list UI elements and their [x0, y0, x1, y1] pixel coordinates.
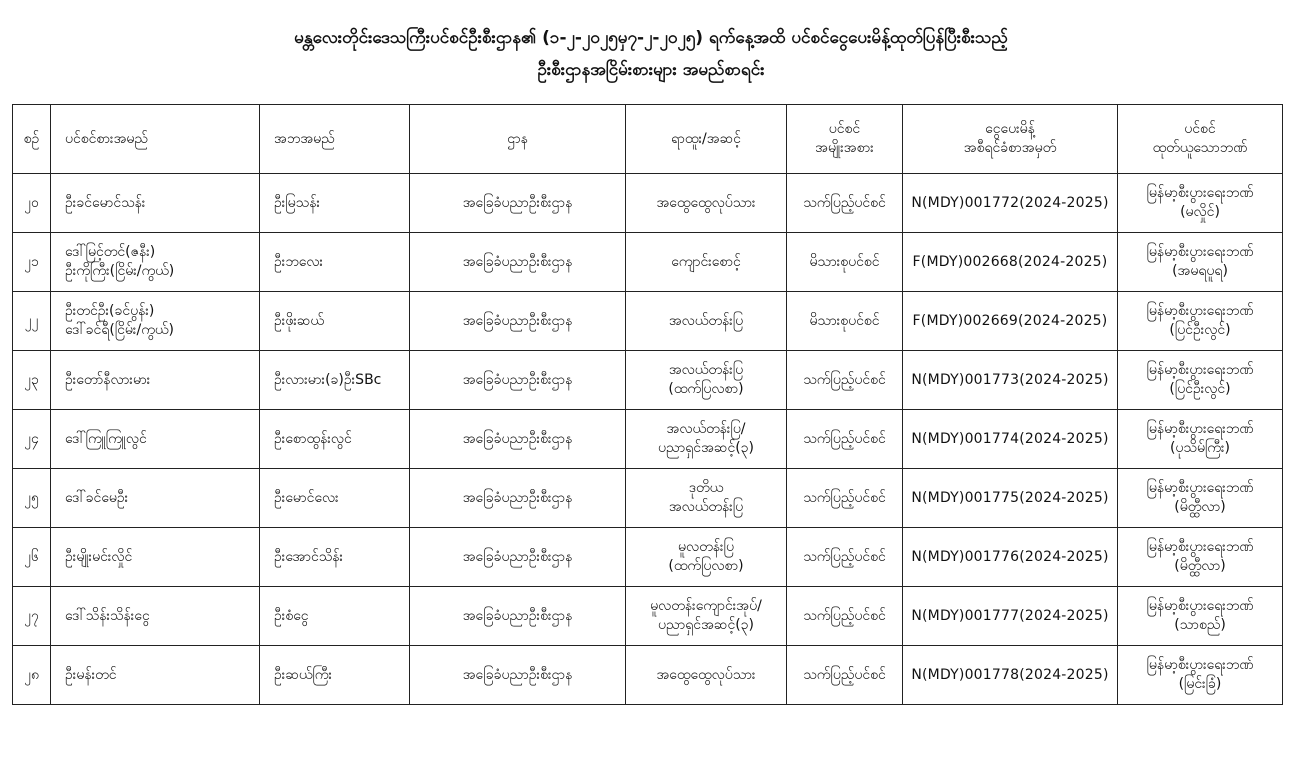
pensioner-name-line1: ဒေါ်မြင့်တင်(ဇနီး): [65, 244, 156, 260]
cell-father: [260, 587, 410, 646]
pensioner-name-line1: ဒေါ်သိန်းသိန်းငွေ: [65, 607, 150, 624]
department-text: အခြေခံပညာဦးစီးဌာန: [462, 607, 573, 624]
pension-type-text: သက်ပြည့်ပင်စင်: [803, 194, 886, 211]
position-line2: ပညာရှင်အဆင့်(၃): [657, 617, 755, 633]
position-line1: မူလတန်းကျောင်းအုပ်/: [650, 598, 762, 614]
document-title: [0, 22, 1302, 86]
father-name-text: ဦးလားမား(ခ)ဦးSBc: [274, 371, 382, 388]
cell-payment-order: [903, 292, 1118, 351]
header-pension-type-line2: အမျိုးအစား: [815, 140, 874, 156]
table-row: [13, 528, 1283, 587]
position-line1: ကျောင်းစောင့်: [671, 253, 741, 270]
pension-type-text: သက်ပြည့်ပင်စင်: [803, 607, 886, 624]
payment-order-text: F(MDY)002669(2024-2025): [912, 312, 1108, 329]
cell-father: [260, 469, 410, 528]
cell-department: [410, 528, 626, 587]
serial-text: ၂၇: [24, 607, 39, 624]
pension-type-text: သက်ပြည့်ပင်စင်: [803, 371, 886, 388]
pension-type-text: မိသားစုပင်စင်: [809, 253, 880, 270]
cell-department: [410, 351, 626, 410]
table-row: [13, 587, 1283, 646]
cell-pension-type: [787, 469, 903, 528]
position-line1: အလယ်တန်းပြ/: [666, 421, 746, 437]
table-row: [13, 469, 1283, 528]
bank-name-line1: မြန်မာ့စီးပွားရေးဘဏ်: [1146, 421, 1254, 437]
serial-text: ၂၀: [24, 194, 39, 211]
serial-text: ၂၄: [24, 430, 39, 447]
bank-name-line1: မြန်မာ့စီးပွားရေးဘဏ်: [1146, 480, 1254, 496]
serial-text: ၂၁: [24, 253, 39, 270]
pension-type-text: သက်ပြည့်ပင်စင်: [803, 489, 886, 506]
position-line1: ဒုတိယ: [688, 480, 724, 496]
cell-serial: [13, 351, 51, 410]
father-name-text: ဦးစောထွန်းလွင်: [274, 430, 352, 447]
header-pensioner-name: [51, 105, 260, 174]
title-line-2: ဦးစီးဌာနအငြိမ်းစားများ အမည်စာရင်း: [537, 60, 765, 80]
cell-pension-type: [787, 528, 903, 587]
cell-payment-order: [903, 469, 1118, 528]
cell-payment-order: [903, 174, 1118, 233]
cell-department: [410, 587, 626, 646]
cell-bank: [1118, 410, 1283, 469]
cell-bank: [1118, 292, 1283, 351]
bank-branch-line2: (မြင်းခြံ): [1178, 676, 1222, 692]
payment-order-text: N(MDY)001777(2024-2025): [911, 607, 1109, 624]
header-position: [626, 105, 787, 174]
cell-pensioner: [51, 351, 260, 410]
payment-order-text: N(MDY)001776(2024-2025): [911, 548, 1109, 565]
position-line2: (ထက်ပြလစာ): [668, 381, 744, 397]
cell-pensioner: [51, 292, 260, 351]
cell-father: [260, 174, 410, 233]
pensioner-name-line1: ဒေါ်ကြူကြူလွင်: [65, 430, 147, 447]
department-text: အခြေခံပညာဦးစီးဌာန: [462, 371, 573, 388]
pension-type-text: သက်ပြည့်ပင်စင်: [803, 666, 886, 683]
cell-position: [626, 292, 787, 351]
position-line2: ပညာရှင်အဆင့်(၃): [657, 440, 755, 456]
payment-order-text: N(MDY)001774(2024-2025): [911, 430, 1109, 447]
position-line1: အလယ်တန်းပြ: [668, 362, 744, 378]
header-payment-order-line2: အစီရင်ခံစာအမှတ်: [963, 140, 1057, 156]
pensioner-name-line1: ဦးတင်ဦး(ခင်ပွန်း): [65, 303, 155, 319]
bank-branch-line2: (ပုသိမ်ကြီး): [1169, 440, 1231, 456]
header-pensioner-name-text: ပင်စင်စားအမည်: [65, 130, 148, 147]
cell-serial: [13, 646, 51, 705]
pensioner-name-line1: ဦးတော်နီလားမား: [65, 371, 151, 388]
cell-pensioner: [51, 587, 260, 646]
position-line1: မူလတန်းပြ: [678, 539, 734, 555]
header-serial-text: စဉ်: [23, 130, 40, 147]
header-father-name: [260, 105, 410, 174]
header-bank-line1: ပင်စင်: [1184, 121, 1216, 137]
payment-order-text: N(MDY)001778(2024-2025): [911, 666, 1109, 683]
father-name-text: ဦးမြသန်း: [274, 194, 321, 211]
father-name-text: ဦးဆယ်ကြီး: [274, 666, 333, 683]
cell-bank: [1118, 587, 1283, 646]
header-department: [410, 105, 626, 174]
header-payment-order-line1: ငွေပေးမိန့်: [985, 121, 1035, 137]
department-text: အခြေခံပညာဦးစီးဌာန: [462, 548, 573, 565]
cell-father: [260, 410, 410, 469]
department-text: အခြေခံပညာဦးစီးဌာန: [462, 489, 573, 506]
cell-department: [410, 646, 626, 705]
cell-serial: [13, 292, 51, 351]
table-body: [13, 174, 1283, 705]
department-text: အခြေခံပညာဦးစီးဌာန: [462, 253, 573, 270]
father-name-text: ဦးစံငွေ: [274, 607, 309, 624]
cell-position: [626, 174, 787, 233]
bank-branch-line2: (မိတ္ထီလာ): [1174, 499, 1226, 515]
cell-pensioner: [51, 233, 260, 292]
cell-bank: [1118, 351, 1283, 410]
cell-father: [260, 351, 410, 410]
bank-name-line1: မြန်မာ့စီးပွားရေးဘဏ်: [1146, 539, 1254, 555]
bank-name-line1: မြန်မာ့စီးပွားရေးဘဏ်: [1146, 362, 1254, 378]
serial-text: ၂၅: [24, 489, 39, 506]
bank-name-line1: မြန်မာ့စီးပွားရေးဘဏ်: [1146, 598, 1254, 614]
cell-pension-type: [787, 410, 903, 469]
pensioner-name-line2: ဦးကိုကြီး(ငြိမ်း/ကွယ်): [65, 263, 175, 279]
header-department-text: ဌာန: [507, 130, 528, 147]
cell-serial: [13, 528, 51, 587]
bank-branch-line2: (မိတ္ထီလာ): [1174, 558, 1226, 574]
table-row: [13, 174, 1283, 233]
cell-bank: [1118, 233, 1283, 292]
table-row: [13, 292, 1283, 351]
cell-serial: [13, 233, 51, 292]
cell-serial: [13, 587, 51, 646]
cell-pension-type: [787, 292, 903, 351]
department-text: အခြေခံပညာဦးစီးဌာန: [462, 312, 573, 329]
table-row: [13, 351, 1283, 410]
bank-name-line1: မြန်မာ့စီးပွားရေးဘဏ်: [1146, 185, 1254, 201]
serial-text: ၂၈: [24, 666, 39, 683]
father-name-text: ဦးဘလေး: [274, 253, 324, 270]
cell-position: [626, 528, 787, 587]
table-row: [13, 233, 1283, 292]
cell-serial: [13, 410, 51, 469]
bank-name-line1: မြန်မာ့စီးပွားရေးဘဏ်: [1146, 303, 1254, 319]
pensioner-name-line2: ဒေါ်ခင်ရီ(ငြိမ်း/ကွယ်): [65, 322, 174, 338]
header-serial: [13, 105, 51, 174]
cell-payment-order: [903, 233, 1118, 292]
cell-bank: [1118, 469, 1283, 528]
cell-pension-type: [787, 174, 903, 233]
header-pension-type: [787, 105, 903, 174]
cell-position: [626, 233, 787, 292]
serial-text: ၂၂: [24, 312, 39, 329]
cell-position: [626, 587, 787, 646]
payment-order-text: N(MDY)001772(2024-2025): [911, 194, 1109, 211]
pensioner-name-line1: ဦးမန်းတင်: [65, 666, 117, 683]
bank-branch-line2: (ပြင်ဦးလွင်): [1169, 381, 1231, 397]
serial-text: ၂၃: [24, 371, 39, 388]
header-father-name-text: အဘအမည်: [274, 130, 335, 147]
cell-father: [260, 233, 410, 292]
cell-serial: [13, 469, 51, 528]
table-row: [13, 646, 1283, 705]
payment-order-text: F(MDY)002668(2024-2025): [912, 253, 1108, 270]
cell-bank: [1118, 174, 1283, 233]
header-pension-type-line1: ပင်စင်: [828, 121, 861, 137]
bank-name-line1: မြန်မာ့စီးပွားရေးဘဏ်: [1146, 657, 1254, 673]
father-name-text: ဦးဖိုးဆယ်: [274, 312, 324, 329]
bank-name-line1: မြန်မာ့စီးပွားရေးဘဏ်: [1146, 244, 1254, 260]
father-name-text: ဦးမောင်လေး: [274, 489, 339, 506]
bank-branch-line2: (သာစည်): [1174, 617, 1226, 633]
cell-bank: [1118, 646, 1283, 705]
father-name-text: ဦးအောင်သိန်း: [274, 548, 344, 565]
position-line2: အလယ်တန်းပြ: [668, 499, 744, 515]
payment-order-text: N(MDY)001775(2024-2025): [911, 489, 1109, 506]
cell-payment-order: [903, 646, 1118, 705]
cell-father: [260, 292, 410, 351]
table-row: [13, 410, 1283, 469]
header-bank: [1118, 105, 1283, 174]
position-line1: အလယ်တန်းပြ: [668, 312, 744, 329]
header-row: [13, 105, 1283, 174]
cell-department: [410, 174, 626, 233]
pension-type-text: သက်ပြည့်ပင်စင်: [803, 430, 886, 447]
title-line-1: မန္တလေးတိုင်းဒေသကြီးပင်စင်ဦးစီးဌာန၏ (၁-၂-၂၀၂၅မှ၇-၂-၂၀၂၅) ရက်နေ့အထိ ပင်စင်ငွေပေးမိန့်ထုတ်ပြန်ပြီးစီးသည့်: [294, 28, 1008, 48]
cell-payment-order: [903, 410, 1118, 469]
cell-pension-type: [787, 646, 903, 705]
pensioner-name-line1: ဒေါ်ခင်မေဦး: [65, 489, 129, 506]
pension-type-text: မိသားစုပင်စင်: [809, 312, 880, 329]
bank-branch-line2: (မလှိုင်): [1180, 204, 1220, 220]
position-line1: အထွေထွေလုပ်သား: [656, 194, 756, 211]
cell-department: [410, 233, 626, 292]
cell-pension-type: [787, 587, 903, 646]
cell-serial: [13, 174, 51, 233]
cell-position: [626, 469, 787, 528]
serial-text: ၂၆: [24, 548, 39, 565]
cell-position: [626, 646, 787, 705]
cell-pensioner: [51, 410, 260, 469]
cell-father: [260, 528, 410, 587]
payment-order-text: N(MDY)001773(2024-2025): [911, 371, 1109, 388]
cell-payment-order: [903, 528, 1118, 587]
cell-department: [410, 292, 626, 351]
header-position-text: ရာထူး/အဆင့်: [671, 130, 741, 147]
cell-payment-order: [903, 587, 1118, 646]
header-bank-line2: ထုတ်ယူသောဘဏ်: [1152, 140, 1248, 156]
cell-bank: [1118, 528, 1283, 587]
position-line2: (ထက်ပြလစာ): [668, 558, 744, 574]
cell-position: [626, 351, 787, 410]
cell-pensioner: [51, 646, 260, 705]
header-payment-order: [903, 105, 1118, 174]
department-text: အခြေခံပညာဦးစီးဌာန: [462, 666, 573, 683]
cell-pensioner: [51, 528, 260, 587]
pension-register-table: [12, 104, 1283, 705]
cell-pension-type: [787, 233, 903, 292]
cell-pensioner: [51, 174, 260, 233]
position-line1: အထွေထွေလုပ်သား: [656, 666, 756, 683]
bank-branch-line2: (အမရပူရ): [1172, 263, 1228, 279]
cell-pension-type: [787, 351, 903, 410]
cell-department: [410, 410, 626, 469]
cell-position: [626, 410, 787, 469]
bank-branch-line2: (ပြင်ဦးလွင်): [1169, 322, 1231, 338]
cell-department: [410, 469, 626, 528]
cell-payment-order: [903, 351, 1118, 410]
pension-type-text: သက်ပြည့်ပင်စင်: [803, 548, 886, 565]
department-text: အခြေခံပညာဦးစီးဌာန: [462, 430, 573, 447]
cell-father: [260, 646, 410, 705]
cell-pensioner: [51, 469, 260, 528]
department-text: အခြေခံပညာဦးစီးဌာန: [462, 194, 573, 211]
pensioner-name-line1: ဦးမျိုးမင်းလှိုင်: [65, 548, 133, 565]
pensioner-name-line1: ဦးခင်မောင်သန်း: [65, 194, 146, 211]
